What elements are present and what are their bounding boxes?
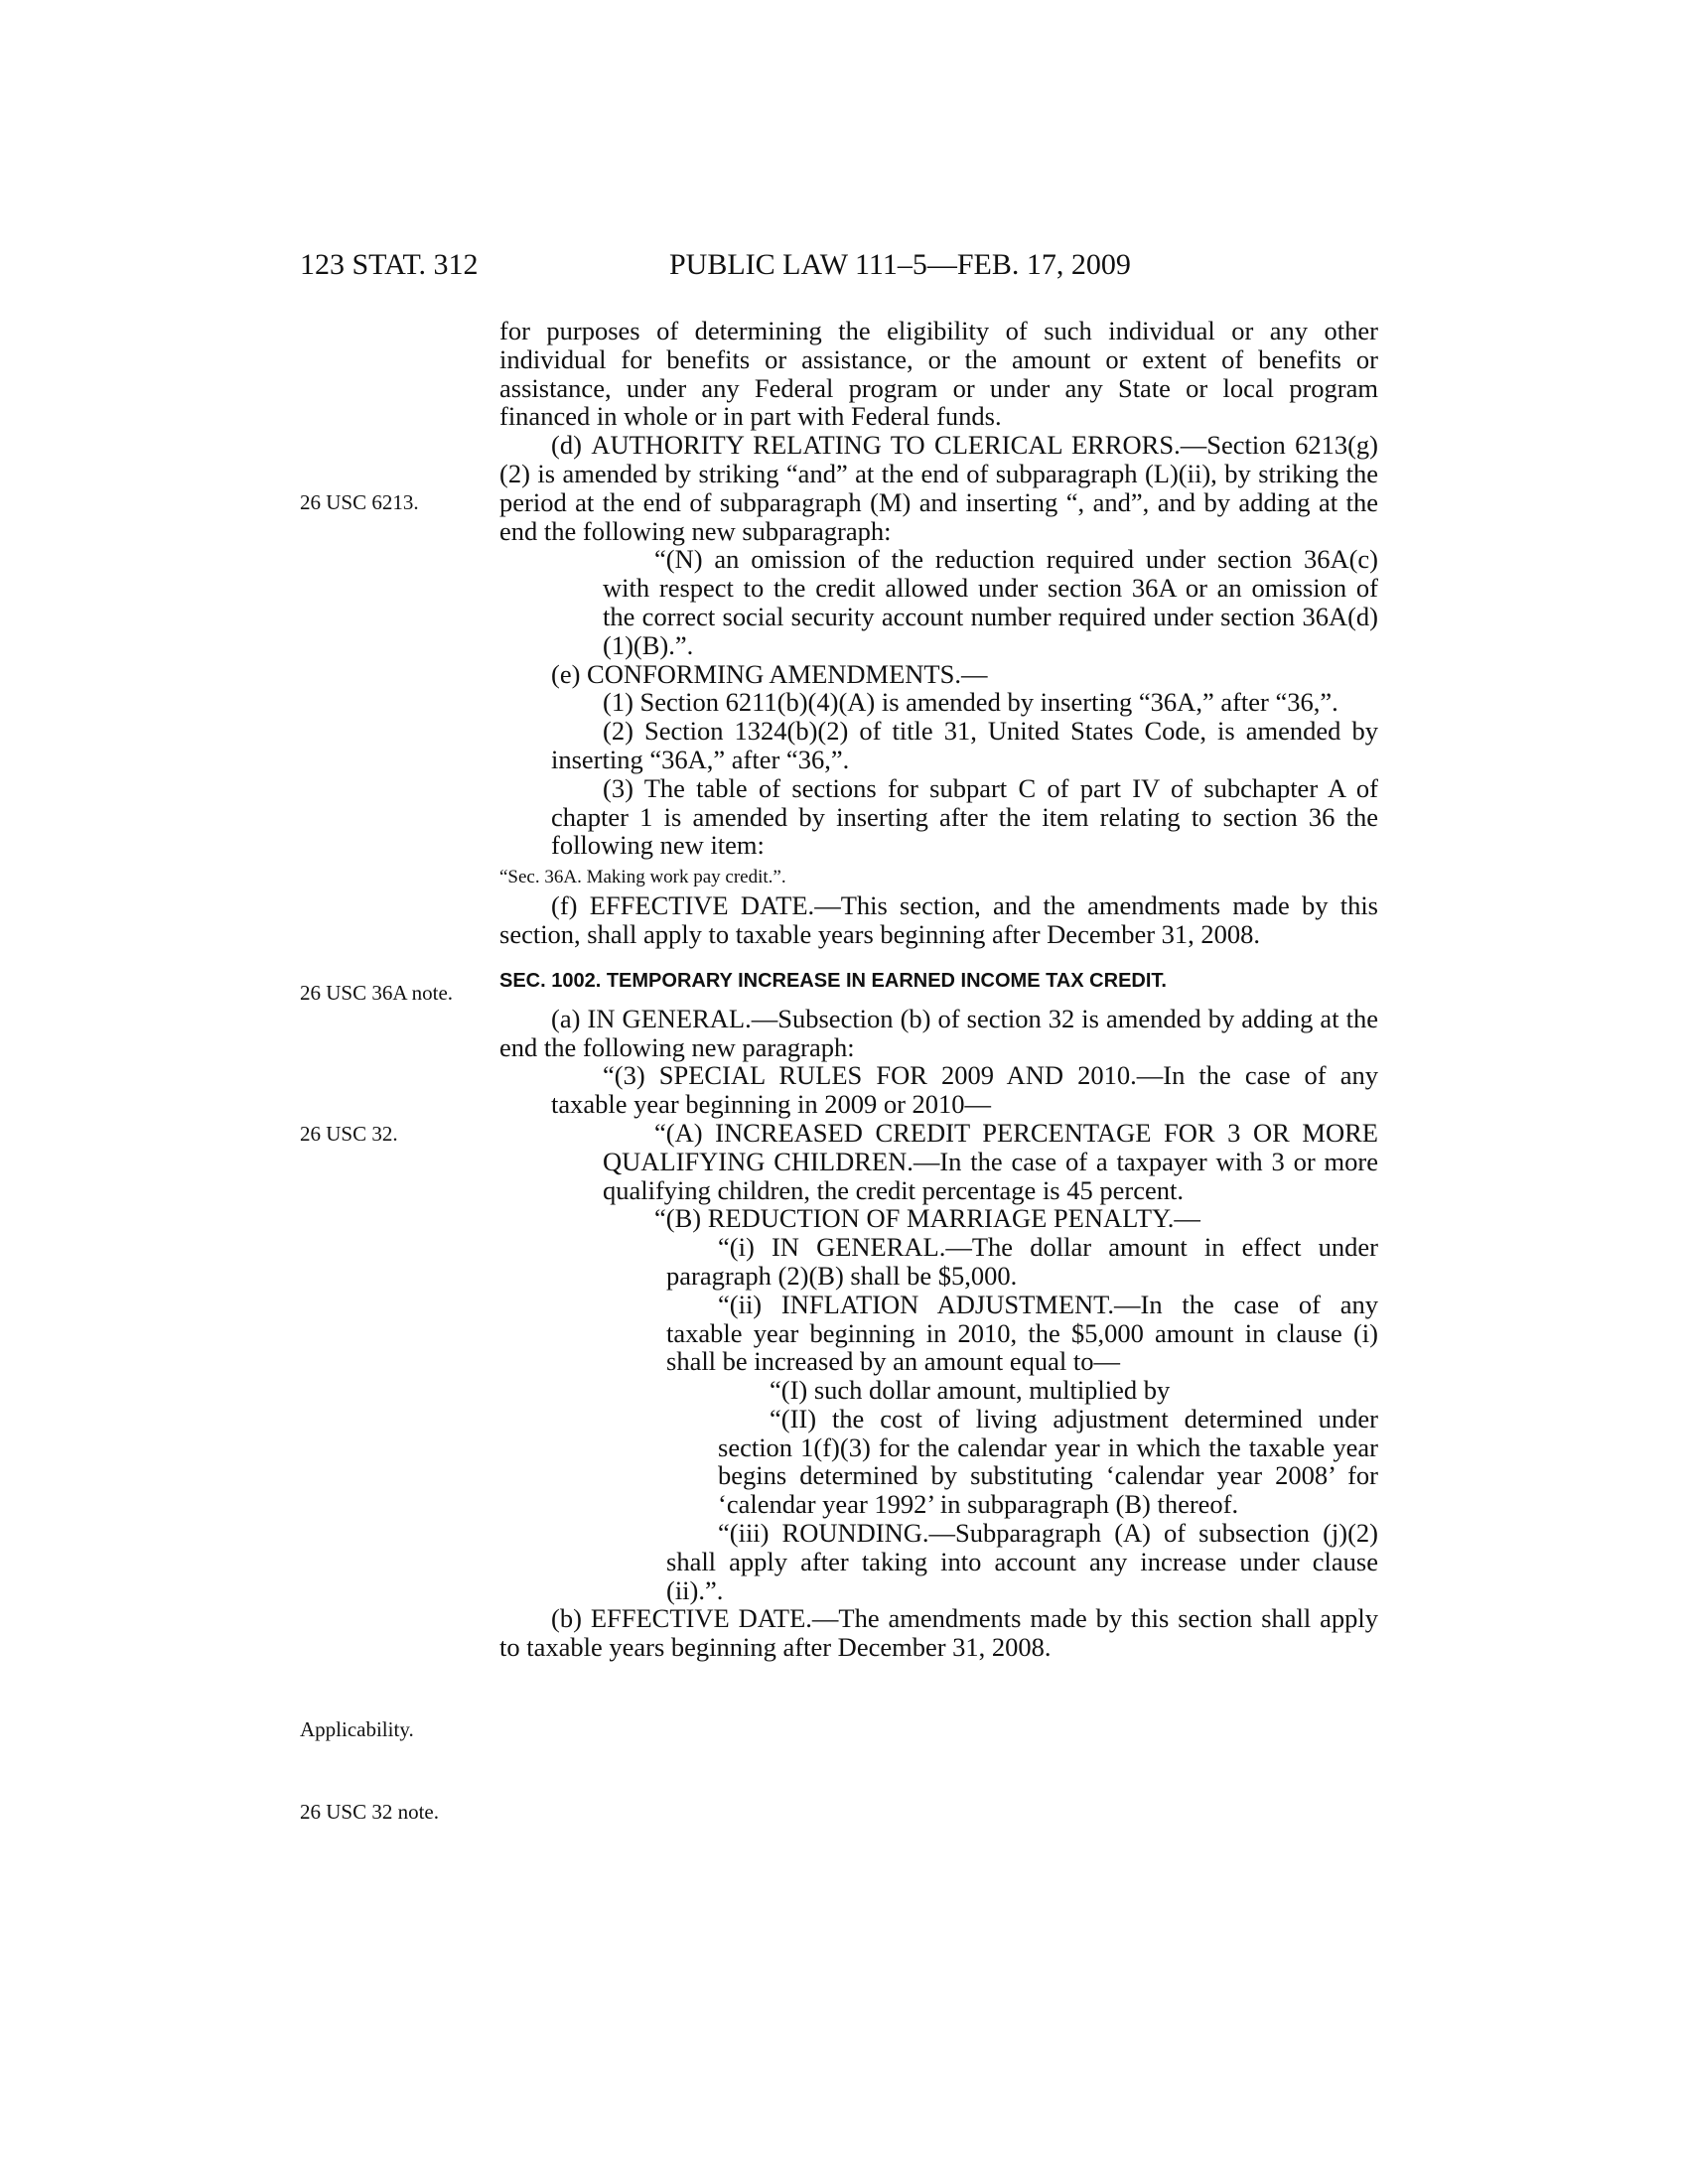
clause-ii: “(ii) INFLATION ADJUSTMENT.—In the case of any taxable year beginning in 2010, the $5,000 amount in clause (i) shall be increased by an amount equal to—: [666, 1289, 1378, 1377]
subsection-a-heading: IN GENERAL.: [587, 1003, 752, 1033]
stat-citation: 123 STAT. 312: [300, 248, 479, 281]
clause-ii-text: —In the case of any taxable year beginning in 2010, the $5,000 amount in clause (i) shall be increased by an amount equal to—: [666, 1289, 1378, 1377]
subparagraph-n: “(N) an omission of the reduction required under section 36A(c) with respect to the credit allowed under section 36A or an omission of the correct social security account number required under section 36A(d)(1)(B).”.: [603, 544, 1378, 660]
subparagraph-b-text: —: [1174, 1203, 1200, 1234]
subsection-a-text: —Subsection (b) of section 32 is amended by adding at the end the following new paragraph:: [499, 1003, 1378, 1062]
table-item: “Sec. 36A. Making work pay credit.”.: [499, 867, 786, 888]
paragraph-e2: (2) Section 1324(b)(2) of title 31, United States Code, is amended by inserting “36A,” after “36,”.: [551, 716, 1378, 774]
subparagraph-a: “(A) INCREASED CREDIT PERCENTAGE FOR 3 OR MORE QUALIFYING CHILDREN.—In the case of a taxpayer with 3 or more qualifying children, the credit percentage is 45 percent.: [603, 1117, 1378, 1205]
margin-note-32: 26 USC 32.: [300, 1122, 398, 1146]
paragraph-e1: (1) Section 6211(b)(4)(A) is amended by inserting “36A,” after “36,”.: [603, 687, 1338, 718]
paragraph-3-text: —In the case of any taxable year beginning in 2009 or 2010—: [551, 1060, 1378, 1120]
clause-iii: “(iii) ROUNDING.—Subparagraph (A) of subsection (j)(2) shall apply after taking into account any increase under clause (ii).”.: [666, 1518, 1378, 1605]
subsection-a: (a) IN GENERAL.—Subsection (b) of section 32 is amended by adding at the end the following new paragraph:: [499, 1003, 1378, 1062]
subsection-f-heading: EFFECTIVE DATE.: [589, 890, 815, 921]
paragraph-continuation: for purposes of determining the eligibility of such individual or any other individual for benefits or assistance, or the amount or extent of benefits or assistance, under any Federal program or under any State or local program financed in whole or in part with Federal funds.: [499, 316, 1378, 432]
subsection-b-text: —The amendments made by this section shall apply to taxable years beginning after December 31, 2008.: [499, 1603, 1379, 1663]
subparagraph-b-heading: REDUCTION OF MARRIAGE PENALTY.: [707, 1203, 1175, 1234]
subsection-e-heading: CONFORMING AMENDMENTS.: [587, 658, 961, 689]
subsection-d-text: —Section 6213(g)(2) is amended by striking “and” at the end of subparagraph (L)(ii), by striking the period at the end of subparagraph (M) and inserting “, and”, and by adding at the end the following new subparagraph:: [499, 430, 1378, 546]
page-header: [300, 248, 1372, 288]
subsection-f: (f) EFFECTIVE DATE.—This section, and the amendments made by this section, shall apply to taxable years beginning after December 31, 2008.: [499, 890, 1378, 949]
paragraph-e3: (3) The table of sections for subpart C of part IV of subchapter A of chapter 1 is amended by inserting after the item relating to section 36 the following new item:: [551, 772, 1378, 861]
subclause-II: “(II) the cost of living adjustment determined under section 1(f)(3) for the calendar year in which the taxable year begins determined by substituting ‘calendar year 2008’ for ‘calendar year 1992’ in subparagraph (B) thereof.: [718, 1403, 1378, 1520]
clause-iii-heading: ROUNDING.: [781, 1518, 929, 1549]
subparagraph-a-text: —In the case of a taxpayer with 3 or more qualifying children, the credit percentage is 45 percent.: [603, 1146, 1378, 1205]
public-law-title: PUBLIC LAW 111–5—FEB. 17, 2009: [669, 248, 1131, 281]
margin-note-applicability: Applicability.: [300, 1717, 414, 1741]
subclause-I: “(I) such dollar amount, multiplied by: [770, 1375, 1171, 1406]
subsection-d-heading: AUTHORITY RELATING TO CLERICAL ERRORS.: [591, 430, 1181, 461]
subparagraph-a-heading: INCREASED CREDIT PERCENTAGE FOR 3 OR MORE QUALIFYING CHILDREN.: [603, 1117, 1378, 1176]
clause-i-text: —The dollar amount in effect under paragraph (2)(B) shall be $5,000.: [666, 1232, 1378, 1291]
section-heading: SEC. 1002. TEMPORARY INCREASE IN EARNED INCOME TAX CREDIT.: [499, 969, 1167, 992]
clause-iii-text: —Subparagraph (A) of subsection (j)(2) shall apply after taking into account any increase under clause (ii).”.: [666, 1518, 1378, 1605]
margin-note-6213: 26 USC 6213.: [300, 490, 419, 514]
document-body: [499, 317, 1378, 1662]
paragraph-3: “(3) SPECIAL RULES FOR 2009 AND 2010.—In the case of any taxable year beginning in 2009 or 2010—: [551, 1060, 1378, 1120]
subsection-f-text: —This section, and the amendments made by this section, shall apply to taxable years beginning after December 31, 2008.: [499, 890, 1378, 949]
margin-note-36a: 26 USC 36A note.: [300, 981, 454, 1005]
subsection-b-heading: EFFECTIVE DATE.: [590, 1603, 812, 1634]
subparagraph-b: “(B) REDUCTION OF MARRIAGE PENALTY.—: [654, 1203, 1200, 1234]
clause-ii-heading: INFLATION ADJUSTMENT.: [780, 1289, 1114, 1319]
subsection-d: (d) AUTHORITY RELATING TO CLERICAL ERRORS.—Section 6213(g)(2) is amended by striking “and” at the end of subparagraph (L)(ii), by striking the period at the end of subparagraph (M) and inserting “, and”, and by adding at the end the following new subparagraph:: [499, 430, 1378, 546]
clause-i: “(i) IN GENERAL.—The dollar amount in effect under paragraph (2)(B) shall be $5,000.: [666, 1232, 1378, 1291]
subsection-e: (e) CONFORMING AMENDMENTS.—: [551, 658, 988, 689]
paragraph-3-heading: SPECIAL RULES FOR 2009 AND 2010.: [658, 1060, 1137, 1091]
margin-note-32-note: 26 USC 32 note.: [300, 1800, 440, 1824]
subsection-e-text: —: [960, 658, 988, 689]
subsection-b: (b) EFFECTIVE DATE.—The amendments made by this section shall apply to taxable years beginning after December 31, 2008.: [499, 1603, 1379, 1663]
clause-i-heading: IN GENERAL.: [771, 1232, 946, 1263]
